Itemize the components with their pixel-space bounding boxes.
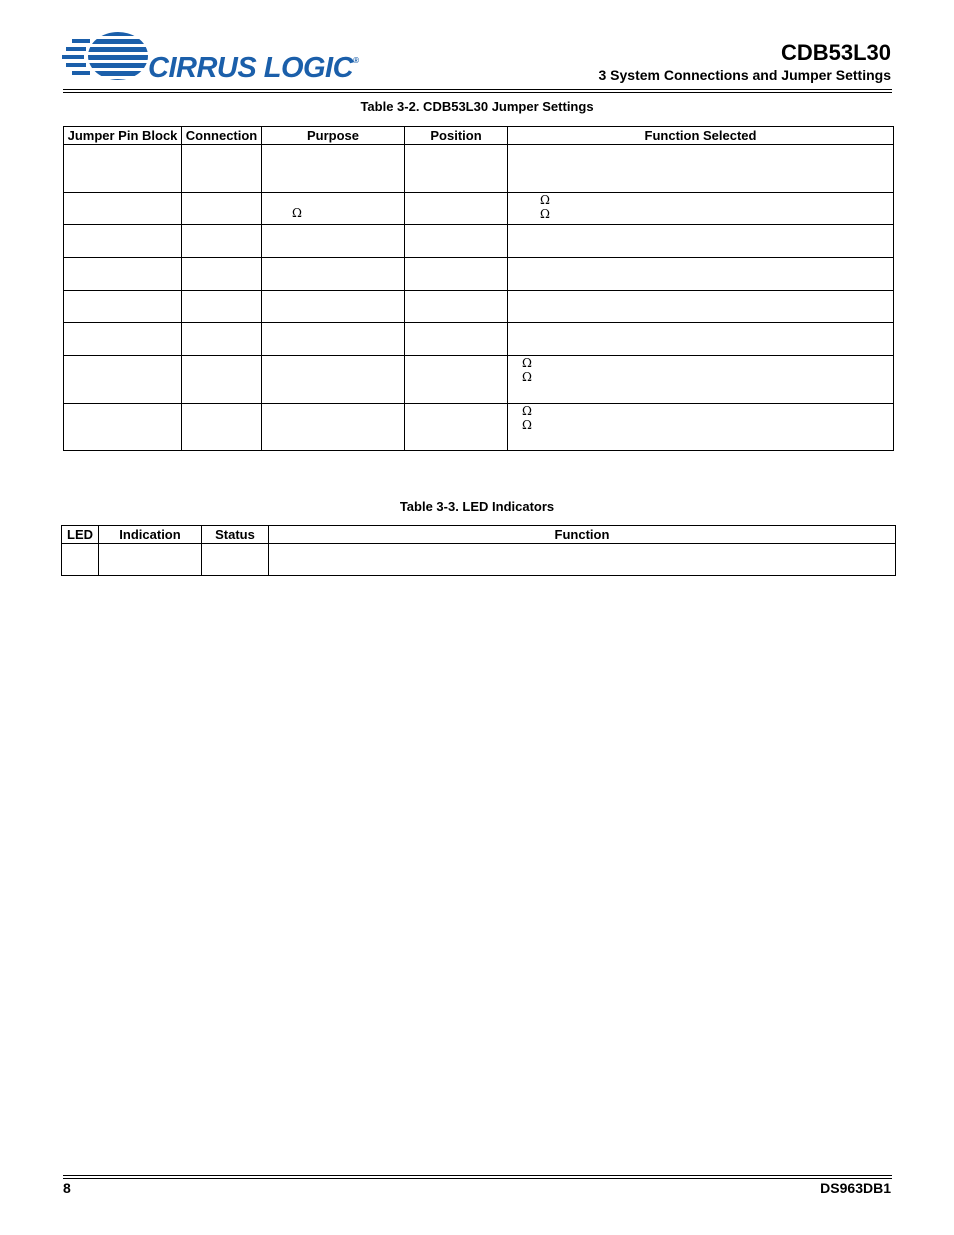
column-header: Position xyxy=(405,127,508,145)
table-row xyxy=(64,404,894,451)
logo-wordmark: CIRRUS LOGIC® xyxy=(148,52,359,84)
led-indicators-table xyxy=(61,525,896,576)
table-row xyxy=(64,145,894,193)
omega-symbol: Ω xyxy=(540,193,550,207)
jumper-settings-table xyxy=(63,126,894,451)
table-row xyxy=(64,356,894,404)
column-header: Function xyxy=(269,526,896,544)
footer-divider xyxy=(63,1175,892,1179)
column-header: Indication xyxy=(99,526,202,544)
table-header-row xyxy=(64,127,894,145)
section-title: 3 System Connections and Jumper Settings xyxy=(598,67,891,83)
column-header: Purpose xyxy=(262,127,405,145)
omega-symbol: Ω xyxy=(522,418,532,432)
page-number: 8 xyxy=(63,1180,71,1196)
table-row xyxy=(64,291,894,323)
table-row xyxy=(64,258,894,291)
column-header: Function Selected xyxy=(508,127,894,145)
table-row xyxy=(64,193,894,225)
document-id: DS963DB1 xyxy=(820,1180,891,1196)
document-title: CDB53L30 xyxy=(780,40,891,65)
table-header-row xyxy=(62,526,896,544)
column-header: Status xyxy=(202,526,269,544)
omega-symbol: Ω xyxy=(522,356,532,370)
omega-symbol: Ω xyxy=(292,206,302,220)
omega-symbol: Ω xyxy=(522,370,532,384)
jumper-table-caption: Table 3-2. CDB53L30 Jumper Settings xyxy=(360,99,594,114)
table-row xyxy=(64,323,894,356)
column-header: LED xyxy=(62,526,99,544)
omega-symbol: Ω xyxy=(522,404,532,418)
omega-symbol: Ω xyxy=(540,207,550,221)
table-row xyxy=(62,544,896,576)
header-divider xyxy=(63,89,892,93)
column-header: Jumper Pin Block xyxy=(64,127,182,145)
led-table-caption: Table 3-3. LED Indicators xyxy=(399,499,555,514)
column-header: Connection xyxy=(182,127,262,145)
table-row xyxy=(64,225,894,258)
